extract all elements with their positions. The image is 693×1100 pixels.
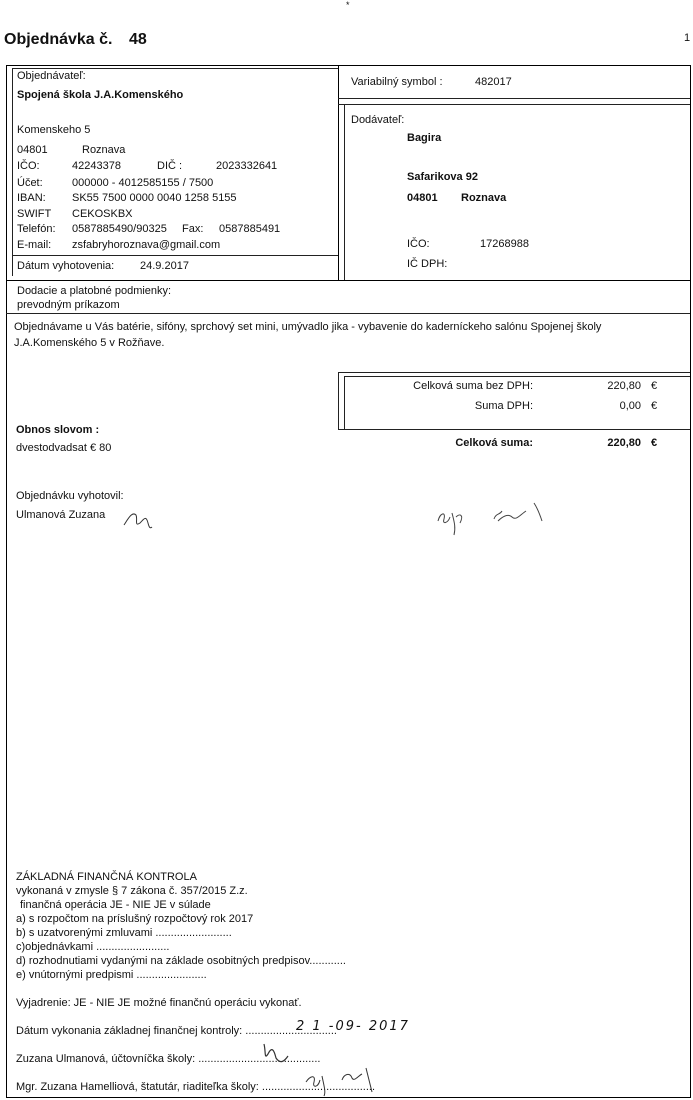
net-value: 220,80 [607,380,641,392]
orderer-phone-label: Telefón: [17,223,56,235]
orderer-box-left [12,68,13,276]
control-title: ZÁKLADNÁ FINANČNÁ KONTROLA [16,871,197,883]
words-label: Obnos slovom : [16,424,100,436]
control-line4: b) s uzatvorenými zmluvami ......................... [16,927,232,939]
frame-right [690,65,691,1098]
date-line [12,255,338,256]
orderer-box-top [12,68,338,69]
orderer-city: Roznava [82,144,126,156]
supplier-zip: 04801 [407,192,438,204]
accountant-line: Zuzana Ulmanová, účtovníčka školy: ........................................ [16,1053,321,1065]
order-number: 48 [129,31,147,48]
orderer-account-label: Účet: [17,177,43,189]
terms-value: prevodným príkazom [17,299,120,311]
totals-inner-top [344,376,690,377]
orderer-ico-label: IČO: [17,160,40,172]
variable-symbol-value: 482017 [475,76,512,88]
vat-currency: € [651,400,658,412]
totals-bottom [338,429,690,430]
control-line2: finančná operácia JE - NIE JE v súlade [20,899,211,911]
control-line7: e) vnútornými predpismi ....................... [16,969,207,981]
orderer-fax-label: Fax: [182,223,204,235]
control-date-label: Dátum vykonania základnej finančnej kontroly: .............................. [16,1025,337,1037]
supplier-top [338,104,690,105]
orderer-account: 000000 - 4012585155 / 7500 [72,177,214,189]
orderer-phone: 0587885490/90325 [72,223,167,235]
order-date: 24.9.2017 [140,260,189,272]
totals-inner-left [344,376,345,429]
supplier-left [344,104,345,280]
vat-value: 0,00 [619,400,641,412]
page-number: 1 [684,32,691,44]
description-line1: Objednávame u Vás batérie, sifóny, sprchový set mini, umývadlo jika - vybavenie do kaderníckeho salónu Spojenej školy [14,321,602,333]
net-label: Celková suma bez DPH: [413,380,533,392]
totals-left [338,372,339,430]
control-statement: Vyjadrenie: JE - NIE JE možné finančnú operáciu vykonať. [16,997,302,1009]
orderer-dic: 2023332641 [216,160,278,172]
accountant-signature [258,1040,298,1070]
director-line: Mgr. Zuzana Hamelliová, štatutár, riaditeľka školy: ..................................... [16,1081,375,1093]
description-line2: J.A.Komenského 5 v Rožňave. [14,337,165,349]
issuer-signature [120,505,155,535]
supplier-name: Bagira [407,132,442,144]
vat-label: Suma DPH: [474,400,533,412]
words-value: dvestodvadsat € 80 [16,442,112,454]
orderer-email: zsfabryhoroznava@gmail.com [72,239,221,251]
orderer-zip: 04801 [17,144,48,156]
director-signature [300,1062,390,1097]
star-mark: * [346,0,350,10]
supplier-label: Dodávateľ: [351,114,405,126]
orderer-label: Objednávateľ: [17,70,86,82]
supplier-icdph-label: IČ DPH: [407,258,448,270]
orderer-swift: CEKOSKBX [72,208,133,220]
desc-top [6,313,690,314]
orderer-swift-label: SWIFT [17,208,52,220]
order-date-label: Dátum vyhotovenia: [17,260,115,272]
frame-top [6,65,690,66]
orderer-email-label: E-mail: [17,239,52,251]
totals-top [338,372,690,373]
issuer-label: Objednávku vyhotovil: [16,490,124,502]
orderer-ico: 42243378 [72,160,121,172]
orderer-name: Spojená škola J.A.Komenského [17,89,184,101]
issuer-name: Ulmanová Zuzana [16,509,106,521]
terms-top [6,280,690,281]
supplier-ico-label: IČO: [407,238,430,250]
control-line3: a) s rozpočtom na príslušný rozpočtový rok 2017 [16,913,254,925]
vs-bottom [338,98,690,99]
terms-label: Dodacie a platobné podmienky: [17,285,172,297]
control-line5: c)objednávkami ........................ [16,941,170,953]
total-currency: € [651,437,658,449]
supplier-city: Roznava [461,192,507,204]
supplier-ico: 17268988 [480,238,529,250]
order-title: Objednávka č. [4,31,113,48]
orderer-street: Komenskeho 5 [17,124,91,136]
supplier-street: Safarikova 92 [407,171,478,183]
variable-symbol-label: Variabilný symbol : [351,76,443,88]
orderer-dic-label: DIČ : [157,160,183,172]
frame-left [6,65,7,1098]
orderer-fax: 0587885491 [219,223,281,235]
control-date-value: 2 1 -09- 2017 [296,1019,410,1034]
orderer-iban-label: IBAN: [17,192,46,204]
total-label: Celková suma: [455,437,533,449]
director-signature-top [430,495,560,545]
orderer-iban: SK55 7500 0000 0040 1258 5155 [72,192,237,204]
frame-bottom [6,1097,690,1098]
control-line1: vykonaná v zmysle § 7 zákona č. 357/2015 Z.z. [16,885,248,897]
total-value: 220,80 [607,437,641,449]
net-currency: € [651,380,658,392]
control-line6: d) rozhodnutiami vydanými na základe osobitných predpisov............ [16,955,346,967]
